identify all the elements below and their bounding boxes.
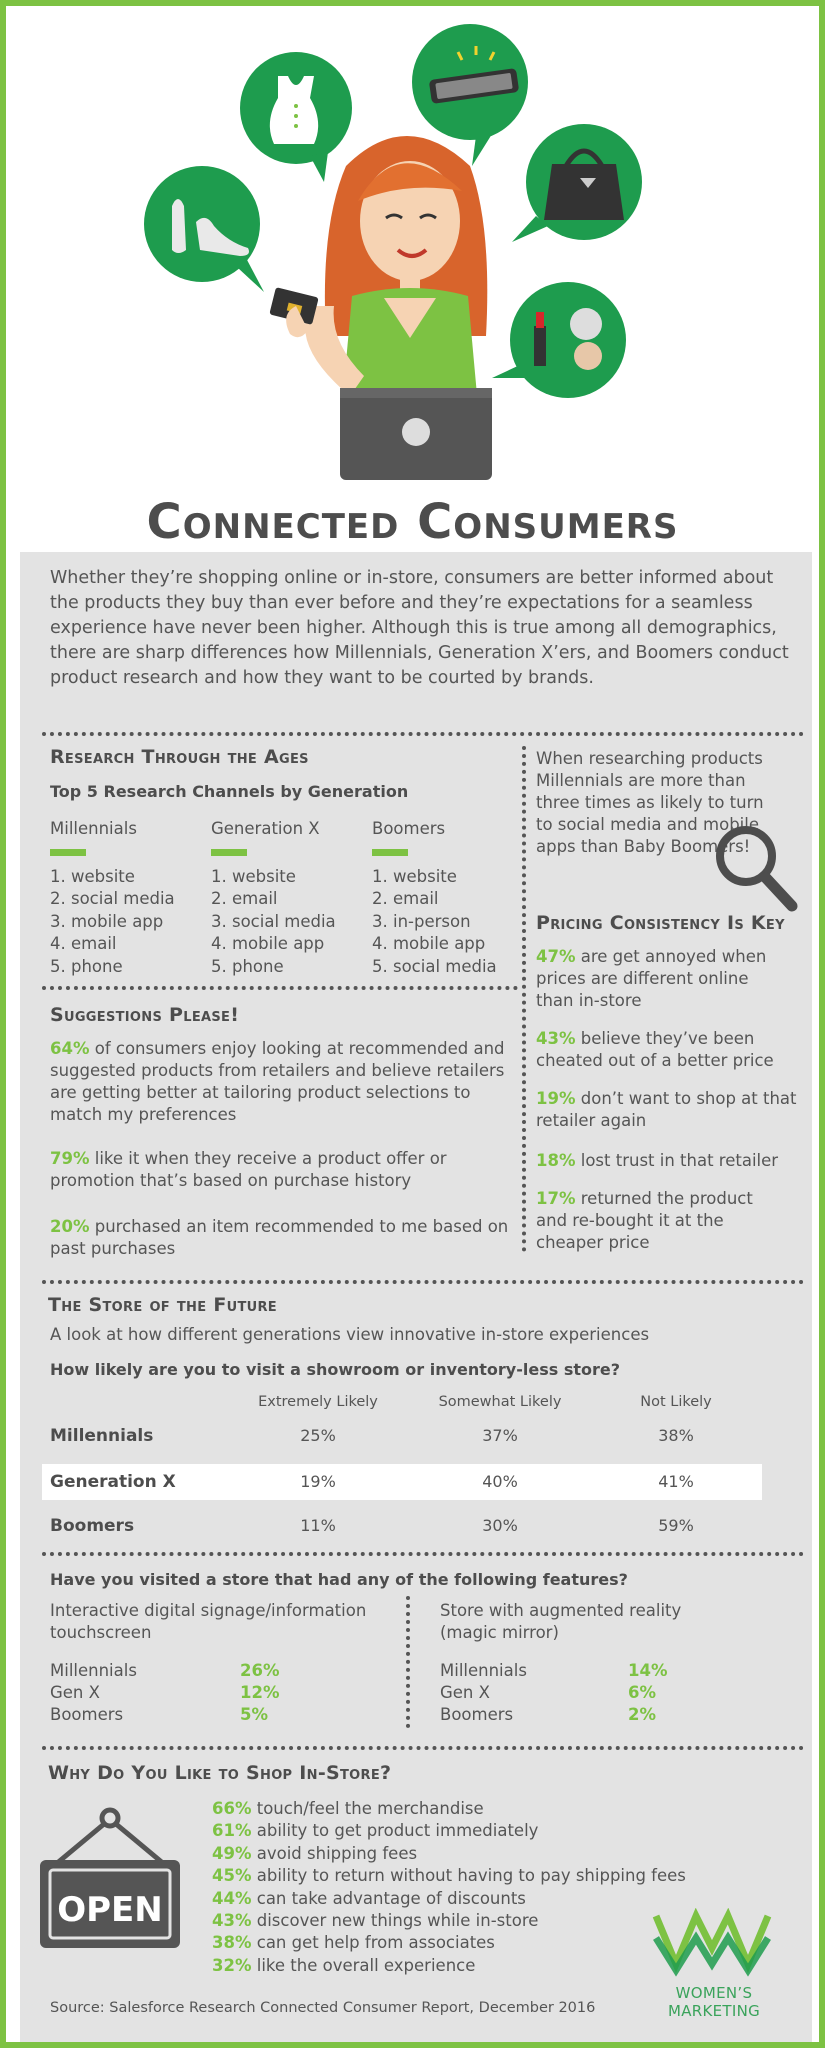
- future-heading: The Store of the Future: [48, 1294, 277, 1316]
- list-item: 4. mobile app: [372, 934, 486, 953]
- makeup-bubble-icon: [492, 282, 626, 398]
- top-bubble-icon: [240, 52, 352, 182]
- list-item: 45% ability to return without having to pay shipping fees: [212, 1866, 686, 1886]
- feature-row-label: Millennials: [50, 1661, 137, 1680]
- list-item: 1. website: [372, 866, 457, 886]
- logo-text: WOMEN’S MARKETING: [667, 1984, 761, 2020]
- column-header: Boomers: [372, 819, 446, 838]
- column-header: Millennials: [50, 819, 137, 838]
- research-subheading: Top 5 Research Channels by Generation: [50, 782, 409, 801]
- feature-row-value: 26%: [240, 1661, 280, 1680]
- feature-row-value: 14%: [628, 1661, 668, 1680]
- feature-row-label: Millennials: [440, 1661, 527, 1680]
- feature-row-label: Gen X: [50, 1683, 100, 1702]
- divider: [42, 1280, 804, 1284]
- accent-bar: [372, 849, 408, 856]
- features-question: Have you visited a store that had any of the following features?: [50, 1570, 628, 1589]
- suggestions-heading: Suggestions Please!: [50, 1004, 240, 1026]
- feature-row-value: 12%: [240, 1683, 280, 1702]
- divider: [42, 1552, 804, 1556]
- list-item: 3. mobile app: [50, 911, 164, 931]
- divider: [42, 732, 804, 736]
- table-cell: 11%: [300, 1516, 336, 1535]
- pricing-stat: 18% lost trust in that retailer: [536, 1151, 779, 1170]
- feature-group-title: Store with augmented reality (magic mirror): [440, 1601, 682, 1642]
- research-heading: Research Through the Ages: [50, 746, 309, 768]
- table-row-label: Boomers: [50, 1516, 135, 1536]
- list-item: 2. email: [372, 889, 439, 908]
- divider: [42, 1746, 804, 1750]
- list-item: 1. website: [211, 866, 296, 886]
- magnifier-icon: [710, 820, 800, 916]
- intro-paragraph: Whether they’re shopping online or in-store, consumers are better informed about the products they buy than ever before and they’re expectations for a seamless experience have never been higher. Although this is true among all demographics, there are sharp differences how Millennials, Generation X’ers, and Boomers conduct product research and how they want to be courted by brands.: [50, 568, 789, 688]
- table-cell: 41%: [658, 1472, 694, 1491]
- source-citation: Source: Salesforce Research Connected Consumer Report, December 2016: [50, 2000, 596, 2016]
- handbag-bubble-icon: [512, 124, 642, 242]
- divider-vertical: [406, 1596, 410, 1728]
- divider: [42, 986, 518, 990]
- list-item: 5. phone: [211, 956, 284, 976]
- research-column-boomers: [372, 818, 522, 978]
- divider-vertical: [522, 746, 526, 1252]
- open-sign-text: OPEN: [57, 1890, 163, 1930]
- accent-bar: [50, 849, 86, 856]
- suggestion-stat: 20% purchased an item recommended to me based on past purchases: [50, 1217, 509, 1258]
- table-cell: 19%: [300, 1472, 336, 1491]
- list-item: 61% ability to get product immediately: [212, 1821, 539, 1841]
- table-cell: 30%: [482, 1516, 518, 1535]
- table-cell: 59%: [658, 1516, 694, 1535]
- research-column-genx: [211, 818, 361, 978]
- table-column-header: Not Likely: [640, 1394, 712, 1410]
- column-header: Generation X: [211, 819, 320, 838]
- list-item: 32% like the overall experience: [212, 1955, 476, 1975]
- suggestion-stat: 79% like it when they receive a product offer or promotion that’s based on purchase history: [50, 1149, 447, 1190]
- content-panel: [20, 552, 812, 2042]
- feature-row-label: Boomers: [50, 1705, 124, 1724]
- table-column-header: Extremely Likely: [258, 1394, 378, 1410]
- table-row-label: Generation X: [50, 1472, 176, 1492]
- pricing-stat: 47% are get annoyed when prices are different online than in-store: [536, 947, 767, 1010]
- list-item: 3. social media: [211, 911, 336, 931]
- pricing-stat: 43% believe they’ve been cheated out of a better price: [536, 1029, 774, 1070]
- list-item: 1. website: [50, 866, 135, 886]
- list-item: 43% discover new things while in-store: [212, 1911, 539, 1931]
- feature-row-value: 6%: [628, 1683, 657, 1702]
- woman-icon: [269, 136, 492, 480]
- list-item: 5. social media: [372, 956, 497, 976]
- list-item: 2. email: [211, 889, 278, 908]
- list-item: 4. email: [50, 934, 117, 953]
- list-item: 4. mobile app: [211, 934, 325, 953]
- table-cell: 25%: [300, 1426, 336, 1445]
- suggestion-stat: 64% of consumers enjoy looking at recommended and suggested products from retailers and believe retailers are getting better at tailoring product selections to match my preferences: [50, 1039, 505, 1124]
- table-cell: 37%: [482, 1426, 518, 1445]
- list-item: 66% touch/feel the merchandise: [212, 1799, 484, 1818]
- shoes-bubble-icon: [144, 166, 264, 292]
- pricing-heading: Pricing Consistency Is Key: [536, 912, 785, 934]
- table-cell: 38%: [658, 1426, 694, 1445]
- list-item: 5. phone: [50, 956, 123, 976]
- list-item: 2. social media: [50, 889, 175, 908]
- feature-row-label: Gen X: [440, 1683, 490, 1702]
- accent-bar: [211, 849, 247, 856]
- pricing-stat: 17% returned the product and re-bought it at the cheaper price: [536, 1189, 753, 1252]
- future-description: A look at how different generations view innovative in-store experiences: [50, 1325, 650, 1344]
- pricing-stat: 19% don’t want to shop at that retailer again: [536, 1089, 797, 1130]
- future-question: How likely are you to visit a showroom or inventory-less store?: [50, 1360, 621, 1379]
- table-column-header: Somewhat Likely: [438, 1394, 562, 1410]
- research-side-note: When researching products Millennials are more than three times as likely to turn to social media and mobile apps than Baby Boomers!: [536, 749, 764, 856]
- womens-marketing-logo-icon: [652, 1908, 772, 1978]
- instore-heading: Why Do You Like to Shop In-Store?: [48, 1762, 392, 1784]
- table-row-label: Millennials: [50, 1426, 154, 1446]
- open-sign-icon: [34, 1804, 186, 1954]
- research-column-millennials: [50, 818, 200, 978]
- list-item: 3. in-person: [372, 911, 471, 931]
- table-cell: 40%: [482, 1472, 518, 1491]
- feature-row-value: 5%: [240, 1705, 269, 1724]
- list-item: 38% can get help from associates: [212, 1933, 495, 1953]
- list-item: 49% avoid shipping fees: [212, 1843, 418, 1863]
- list-item: 44% can take advantage of discounts: [212, 1888, 526, 1908]
- hero-illustration: [6, 6, 819, 486]
- feature-group-title: Interactive digital signage/information touchscreen: [50, 1601, 367, 1642]
- feature-row-label: Boomers: [440, 1705, 514, 1724]
- page-title: Connected Consumers: [146, 494, 679, 550]
- feature-row-value: 2%: [628, 1705, 657, 1724]
